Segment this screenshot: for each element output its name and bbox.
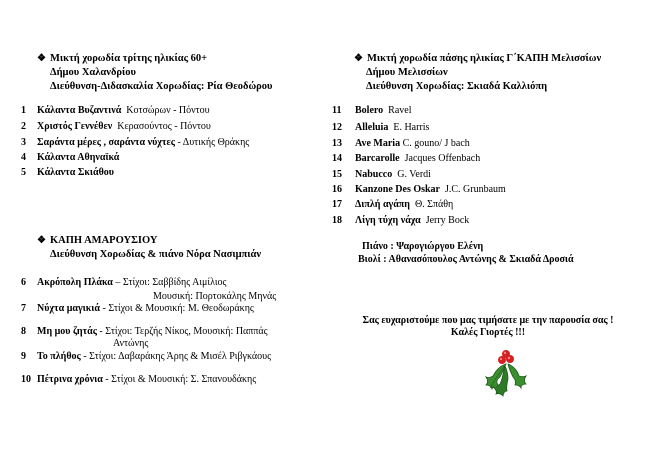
program-item-6: 6 Ακρόπολη Πλάκα – Στίχοι: Σαββίδης Αιμίλιος <box>21 277 227 288</box>
song-title: Νύχτα μαγικιά <box>37 303 100 314</box>
song-title: Το πλήθος <box>37 351 81 362</box>
song-credits-cont: Αντώνης <box>113 338 149 349</box>
section2-director: Διεύθυνση Χορωδίας & πιάνο Νόρα Νασιμπιάν <box>50 249 262 260</box>
program-item-12: 12 Alleluia E. Harris <box>332 122 430 133</box>
holly-icon <box>478 346 538 404</box>
song-credits-cont: Μουσική: Πορτοκάλης Μηνάς <box>153 291 277 302</box>
song-composer: Ravel <box>388 105 412 116</box>
section1-header <box>37 52 207 66</box>
program-item-15: 15 Nabucco G. Verdi <box>332 169 431 180</box>
program-item-5: 5 Κάλαντα Σκιάθου <box>21 167 115 178</box>
right-section-director: Διεύθυνση Χορωδίας: Σκιαδά Καλλιόπη <box>366 81 548 92</box>
section1-municipality: Δήμου Χαλανδρίου <box>50 67 136 78</box>
program-item-17: 17 Διπλή αγάπη Θ. Σπάθη <box>332 199 454 210</box>
diamond-bullet-icon: ❖ <box>37 235 46 246</box>
song-title: Ακρόπολη Πλάκα <box>37 277 113 288</box>
song-composer: E. Harris <box>393 122 430 133</box>
song-title: Κάλαντα Σκιάθου <box>37 167 115 178</box>
song-origin: Κερασούντος - Πόντου <box>117 121 211 132</box>
song-composer: Jerry Bock <box>425 215 470 226</box>
program-item-16: 16 Kanzone Des Oskar J.C. Grunbaum <box>332 184 506 195</box>
song-title: Bolero <box>355 105 384 116</box>
song-title: Ave Maria <box>355 138 401 149</box>
program-item-8: 8 Μη μου ζητάς - Στίχοι: Τερζής Νίκος, Μουσική: Παππάς <box>21 326 268 337</box>
program-item-14: 14 Barcarolle Jacques Offenbach <box>332 153 481 164</box>
diamond-bullet-icon: ❖ <box>354 53 363 64</box>
song-credits: - Στίχοι: Τερζής Νίκος, Μουσική: Παππάς <box>96 326 268 337</box>
program-item-3: 3 Σαράντα μέρες , σαράντα νύχτες - Δυτικής Θράκης <box>21 137 250 148</box>
program-item-13: 13 Ave Maria C. gouno/ J bach <box>332 138 470 149</box>
thanks-message: Σας ευχαριστούμε που μας τιμήσατε με την παρουσία σας ! <box>362 315 614 326</box>
song-origin: Κοτσώρων - Πόντου <box>126 105 210 116</box>
section2-header <box>37 234 158 248</box>
program-item-9: 9 Το πλήθος - Στίχοι: Δαβαράκης Άρης & Μισέλ Ριβγκάους <box>21 351 272 362</box>
program-item-1: 1 Κάλαντα Βυζαντινά Κοτσώρων - Πόντου <box>21 105 210 116</box>
song-credits: - Στίχοι & Μουσική: Μ. Θεοδωράκης <box>99 303 254 314</box>
song-title: Kanzone Des Oskar <box>355 184 440 195</box>
diamond-bullet-icon: ❖ <box>37 53 46 64</box>
program-item-10: 10 Πέτρινα χρόνια - Στίχοι & Μουσική: Σ. Σπανουδάκης <box>21 374 257 385</box>
song-credits: - Στίχοι: Δαβαράκης Άρης & Μισέλ Ριβγκάους <box>80 351 272 362</box>
section1-title: Μικτή χορωδία τρίτης ηλικίας 60+ <box>49 53 208 64</box>
violin-credit: Βιολί : Αθανασόπουλος Αντώνης & Σκιαδά Δροσιά <box>358 254 574 265</box>
song-composer: Jacques Offenbach <box>404 153 481 164</box>
song-title: Λίγη τύχη νάχα <box>355 215 421 226</box>
section1-director: Διεύθυνση-Διδασκαλία Χορωδίας: Ρία Θεοδώρου <box>50 81 273 92</box>
song-credits: - Στίχοι & Μουσική: Σ. Σπανουδάκης <box>102 374 257 385</box>
song-composer: Θ. Σπάθη <box>414 199 454 210</box>
song-credits: – Στίχοι: Σαββίδης Αιμίλιος <box>112 277 227 288</box>
song-origin: - Δυτικής Θράκης <box>174 137 250 148</box>
song-composer: C. gouno/ J bach <box>402 138 470 149</box>
song-title: Σαράντα μέρες , σαράντα νύχτες <box>37 137 175 148</box>
song-title: Κάλαντα Αθηναϊκά <box>37 152 120 163</box>
song-title: Alleluia <box>355 122 389 133</box>
program-item-4: 4 Κάλαντα Αθηναϊκά <box>21 152 120 163</box>
song-composer: G. Verdi <box>397 169 431 180</box>
song-title: Χριστός Γεννέθεν <box>37 121 113 132</box>
right-section-header <box>354 52 601 66</box>
holiday-greeting: Καλές Γιορτές !!! <box>450 327 526 338</box>
program-item-18: 18 Λίγη τύχη νάχα Jerry Bock <box>332 215 470 226</box>
program-item-2: 2 Χριστός Γεννέθεν Κερασούντος - Πόντου <box>21 121 211 132</box>
program-item-11: 11 Bolero Ravel <box>332 105 412 116</box>
song-title: Μη μου ζητάς <box>37 326 97 337</box>
section2-title: ΚΑΠΗ ΑΜΑΡΟΥΣΙΟΥ <box>49 235 158 246</box>
right-section-title: Μικτή χορωδία πάσης ηλικίας Γ΄ΚΑΠΗ Μελισσίων <box>366 53 602 64</box>
song-title: Πέτρινα χρόνια <box>37 374 103 385</box>
song-title: Κάλαντα Βυζαντινά <box>37 105 122 116</box>
program-item-7: 7 Νύχτα μαγικιά - Στίχοι & Μουσική: Μ. Θεοδωράκης <box>21 303 254 314</box>
song-composer: J.C. Grunbaum <box>445 184 506 195</box>
right-section-municipality: Δήμου Μελισσίων <box>366 67 448 78</box>
piano-credit: Πιάνο : Ψαρογιώργου Ελένη <box>362 241 484 252</box>
song-title: Barcarolle <box>355 153 400 164</box>
song-title: Διπλή αγάπη <box>355 199 410 210</box>
song-title: Nabucco <box>355 169 393 180</box>
